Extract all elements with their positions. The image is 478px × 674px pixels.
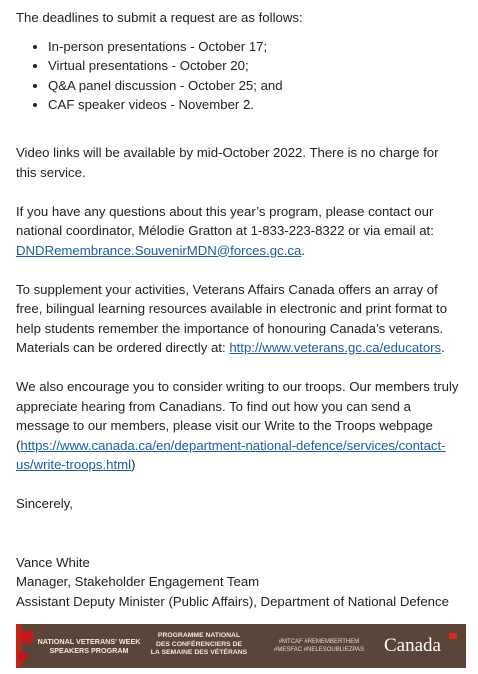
canada-wordmark: Canada bbox=[384, 635, 441, 656]
banner-french-line: LA SEMAINE DES VÉTÉRANS bbox=[150, 649, 248, 657]
write-troops-link[interactable]: https://www.canada.ca/en/department-national-defence/services/contact-us/write-troops.html bbox=[16, 437, 446, 472]
poppy-icon bbox=[20, 630, 34, 644]
signature-name: Vance White bbox=[16, 554, 90, 570]
video-links-paragraph: Video links will be available by mid-October 2022. There is no charge for this service. bbox=[16, 145, 439, 180]
banner-english-title bbox=[34, 637, 144, 655]
questions-paragraph bbox=[16, 202, 462, 261]
questions-end: . bbox=[301, 242, 305, 258]
banner-hashtag-line: #MTCAF #REMEMBERTHEM bbox=[278, 639, 360, 645]
encourage-paragraph bbox=[16, 377, 462, 475]
supplement-text: To supplement your activities, Veterans Affairs Canada offers an array of free, bilingual learning resources available in electronic and print format to help students remember the importance of honouring Canada’s veterans. Materials can be ordered directly at: bbox=[16, 281, 448, 355]
signature-title: Manager, Stakeholder Engagement Team bbox=[16, 574, 260, 589]
banner-english-line: NATIONAL VETERANS' WEEK bbox=[37, 637, 141, 646]
spacer bbox=[16, 124, 462, 144]
spacer bbox=[16, 182, 462, 202]
supplement-paragraph bbox=[16, 280, 462, 358]
spacer bbox=[16, 533, 462, 553]
contact-email-link[interactable]: DNDRemembrance.SouvenirMDN@forces.gc.ca bbox=[16, 242, 302, 258]
closing: Sincerely, bbox=[16, 496, 73, 511]
flag-icon bbox=[449, 633, 457, 639]
list-item: • In-person presentations - October 17; bbox=[48, 37, 462, 57]
banner-french-line: DES CONFÉRENCIERS DE bbox=[155, 640, 243, 648]
spacer bbox=[16, 260, 462, 280]
deadline-list bbox=[16, 37, 462, 115]
vac-educators-link[interactable]: http://www.veterans.gc.ca/educators bbox=[229, 340, 442, 355]
veterans-week-banner bbox=[16, 624, 466, 668]
list-item: • CAF speaker videos - November 2. bbox=[48, 95, 462, 115]
supplement-end: . bbox=[441, 340, 445, 355]
spacer bbox=[16, 514, 462, 534]
banner-hashtag-line: #MESFAC #NELESOUBLIEZPAS bbox=[274, 647, 364, 653]
spacer bbox=[16, 358, 462, 378]
signature-department: Assistant Deputy Minister (Public Affairs), Department of National Defence bbox=[16, 593, 449, 609]
poppy-icon bbox=[18, 652, 28, 662]
email-body bbox=[16, 8, 462, 611]
list-item: • Q&A panel discussion - October 25; and bbox=[48, 76, 462, 96]
encourage-text: We also encourage you to consider writing to our troops. Our members truly appreciate hearing from Canadians. To find out how you can send a message to our members, please visit our Write to the Troops webpage ( bbox=[16, 379, 459, 453]
list-item: • Virtual presentations - October 20; bbox=[48, 56, 462, 76]
deadlines-intro: The deadlines to submit a request are as follows: bbox=[16, 10, 303, 25]
questions-text: If you have any questions about this year’s program, please contact our national coordinator, Mélodie Gratton at 1-833-223-8322 or via email at: bbox=[16, 203, 434, 238]
banner-french-line: PROGRAMME NATIONAL bbox=[157, 632, 241, 639]
spacer bbox=[16, 475, 462, 495]
banner-french-title bbox=[144, 632, 254, 658]
encourage-end: ) bbox=[131, 457, 136, 472]
banner-english-line: SPEAKERS PROGRAM bbox=[49, 646, 129, 655]
banner-hashtags bbox=[264, 638, 374, 654]
